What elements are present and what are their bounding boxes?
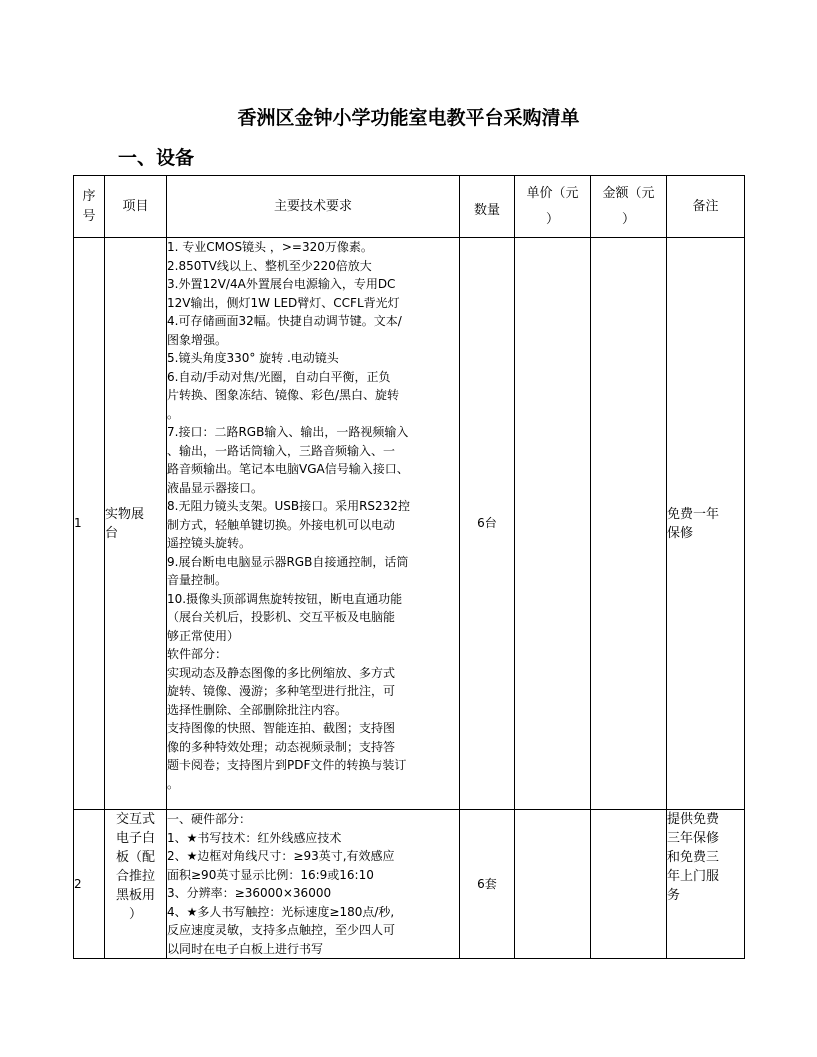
header-remark: 备注 bbox=[667, 176, 745, 238]
cell-seq: 1 bbox=[74, 238, 105, 810]
table-row bbox=[74, 810, 745, 959]
cell-qty: 6台 bbox=[460, 238, 515, 810]
cell-item: 交互式 电子白 板（配 合推拉 黑板用 ） bbox=[105, 810, 167, 959]
document-title: 香洲区金钟小学功能室电教平台采购清单 bbox=[237, 107, 580, 129]
cell-remark: 免费一年 保修 bbox=[667, 238, 745, 810]
section-heading: 一、设备 bbox=[118, 147, 195, 169]
cell-unit-price bbox=[515, 810, 591, 959]
header-seq: 序 号 bbox=[74, 176, 105, 238]
table-header-row bbox=[74, 176, 745, 238]
header-item: 项目 bbox=[105, 176, 167, 238]
cell-spec: 1. 专业CMOS镜头 ，>=320万像素。 2.850TV线以上、整机至少220倍放大 3.外置12V/4A外置展台电源输入，专用DC 12V输出，侧灯1W LED臂灯、CCFL背光灯 4.可存储画面32幅。快捷自动调节键。文本/ 图象增强。 5.镜头角度330° 旋转 .电动镜头 6.自动/手动对焦/光圈，自动白平衡，正负 片转换、图象冻结、镜像、彩色/黑白、旋转 。 7.接口：二路RGB输入、输出，一路视频输入 、输出，一路话筒输入，三路音频输入、一 路音频输出。笔记本电脑VGA信号输入接口、 液晶显示器接口。 8.无阻力镜头支架。USB接口。采用RS232控 制方式，轻触单键切换。外接电机可以电动 遥控镜头旋转。 9.展台断电电脑显示器RGB自接通控制，话筒 音量控制。 10.摄像头顶部调焦旋转按钮，断电直通功能 （展台关机后，投影机、交互平板及电脑能 够正常使用） 软件部分： 实现动态及静态图像的多比例缩放、多方式 旋转、镜像、漫游；多种笔型进行批注，可 选择性删除、全部删除批注内容。 支持图像的快照、智能连拍、截图；支持图 像的多种特效处理；动态视频录制；支持答 题卡阅卷；支持图片到PDF文件的转换与装订 。 bbox=[167, 238, 460, 810]
cell-item: 实物展 台 bbox=[105, 238, 167, 810]
cell-spec: 一、硬件部分： 1、★书写技术：红外线感应技术 2、★边框对角线尺寸：≥93英寸,有效感应 面积≥90英寸显示比例：16:9或16:10 3、分辨率：≥36000×36000 4、★多人书写触控：光标速度≥180点/秒, 反应速度灵敏，支持多点触控，至少四人可 以同时在电子白板上进行书写 bbox=[167, 810, 460, 959]
header-amount: 金额（元 ） bbox=[591, 176, 667, 238]
cell-qty: 6套 bbox=[460, 810, 515, 959]
cell-amount bbox=[591, 238, 667, 810]
cell-remark: 提供免费 三年保修 和免费三 年上门服 务 bbox=[667, 810, 745, 959]
header-unit-price: 单价（元 ） bbox=[515, 176, 591, 238]
header-qty: 数量 bbox=[460, 176, 515, 238]
cell-unit-price bbox=[515, 238, 591, 810]
cell-seq: 2 bbox=[74, 810, 105, 959]
cell-amount bbox=[591, 810, 667, 959]
table-row bbox=[74, 238, 745, 810]
header-spec: 主要技术要求 bbox=[167, 176, 460, 238]
procurement-table bbox=[73, 175, 745, 959]
